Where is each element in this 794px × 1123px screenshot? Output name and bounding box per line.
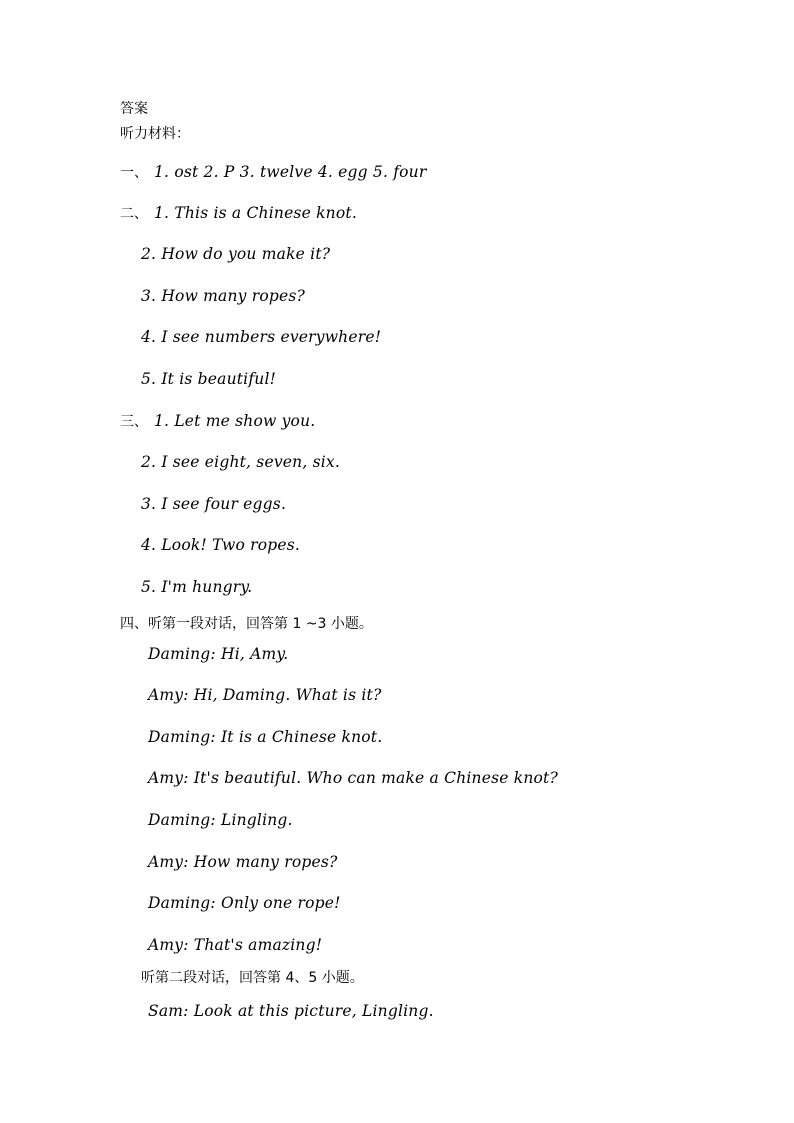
dialogue-1-line-5: Daming: Lingling. xyxy=(148,811,293,829)
section-1-answers: 1. ost 2. P 3. twelve 4. egg 5. four xyxy=(154,163,427,181)
dialogue-1-line-4: Amy: It's beautiful. Who can make a Chinese knot? xyxy=(148,769,558,787)
dialogue-1-line-8: Amy: That's amazing! xyxy=(148,936,323,954)
heading-answers: 答案 xyxy=(120,101,148,117)
section-3-item-3: 3. I see four eggs. xyxy=(141,495,287,513)
section-4-intro-2: 听第二段对话，回答第 4、5 小题。 xyxy=(141,970,364,986)
section-1-line xyxy=(120,164,426,181)
section-3-prefix: 三、 xyxy=(120,414,148,430)
section-2-item-2: 2. How do you make it? xyxy=(141,245,331,263)
dialogue-1-line-3: Daming: It is a Chinese knot. xyxy=(148,728,383,746)
section-3-item-1 xyxy=(120,413,315,430)
section-4-intro-1: 四、听第一段对话，回答第 1 ~3 小题。 xyxy=(120,616,373,632)
section-1-prefix: 一、 xyxy=(120,165,148,181)
dialogue-2-line-1: Sam: Look at this picture, Lingling. xyxy=(148,1002,434,1020)
section-3-item-2: 2. I see eight, seven, six. xyxy=(141,453,340,471)
section-2-item-5: 5. It is beautiful! xyxy=(141,370,277,388)
heading-listening-material: 听力材料： xyxy=(120,126,190,142)
section-3-item-5: 5. I'm hungry. xyxy=(141,578,253,596)
section-2-prefix: 二、 xyxy=(120,206,148,222)
section-3-item-4: 4. Look! Two ropes. xyxy=(141,536,301,554)
dialogue-1-line-1: Daming: Hi, Amy. xyxy=(148,645,289,663)
dialogue-1-line-2: Amy: Hi, Daming. What is it? xyxy=(148,686,382,704)
section-2-text-1: 1. This is a Chinese knot. xyxy=(154,204,357,222)
section-2-item-3: 3. How many ropes? xyxy=(141,287,306,305)
section-2-item-1 xyxy=(120,205,357,222)
dialogue-1-line-7: Daming: Only one rope! xyxy=(148,894,341,912)
section-2-item-4: 4. I see numbers everywhere! xyxy=(141,328,382,346)
dialogue-1-line-6: Amy: How many ropes? xyxy=(148,853,338,871)
section-3-text-1: 1. Let me show you. xyxy=(154,412,316,430)
